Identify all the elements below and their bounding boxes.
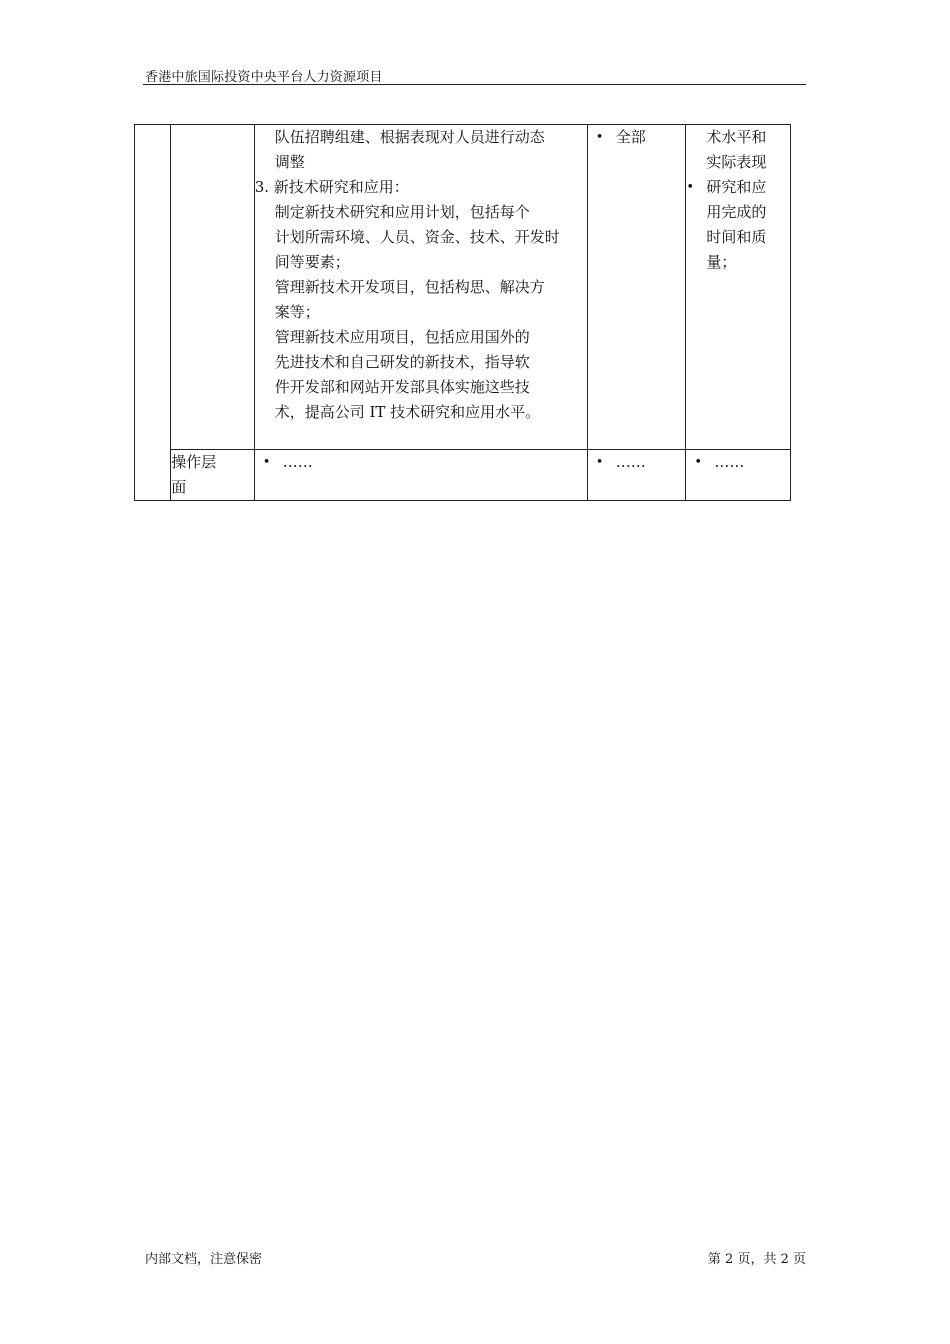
description-line: 队伍招聘组建、根据表现对人员进行动态 (274, 128, 545, 146)
item-heading: 3. 新技术研究和应用： (254, 178, 409, 196)
bullet-icon: • (595, 455, 604, 470)
description-item (255, 450, 587, 475)
criteria-bullet-item (686, 175, 790, 200)
description-cell (254, 125, 587, 450)
bullet-icon: • (262, 455, 271, 470)
criteria-line: 术水平和 (706, 128, 767, 146)
bullet-icon: • (595, 130, 604, 145)
criteria-cell (686, 450, 791, 501)
description-line: 先进技术和自己研发的新技术，指导软 (274, 353, 530, 371)
scope-cell (587, 450, 686, 501)
bullet-icon: • (694, 455, 702, 470)
description-cell (254, 450, 587, 501)
table-row (135, 125, 791, 450)
description-line: 调整 (274, 153, 305, 171)
level-cell (171, 125, 255, 450)
level-cell (171, 450, 255, 501)
description-line: 制定新技术研究和应用计划，包括每个 (274, 203, 530, 221)
description-line: 管理新技术开发项目，包括构思、解决方 (274, 278, 545, 296)
criteria-line: 研究和应 (706, 178, 767, 196)
table-row (135, 450, 791, 501)
criteria-line: 量； (706, 253, 737, 271)
scope-text: …… (615, 453, 646, 471)
scope-item (588, 450, 686, 475)
level-label-line: 面 (171, 478, 187, 496)
description-line: 术，提高公司 IT 技术研究和应用水平。 (274, 403, 541, 421)
category-cell (135, 125, 171, 501)
description-line: 间等要素； (274, 253, 350, 271)
criteria-cell (686, 125, 791, 450)
description-line: 件开发部和网站开发部具体实施这些技 (274, 378, 530, 396)
level-label-line: 操作层 (171, 453, 217, 471)
description-line: 计划所需环境、人员、资金、技术、开发时 (274, 228, 560, 246)
header-rule (143, 84, 806, 85)
responsibility-table (134, 124, 791, 501)
footer-confidential-note: 内部文档，注意保密 (145, 1252, 263, 1267)
scope-cell (587, 125, 686, 450)
criteria-line: 时间和质 (706, 228, 767, 246)
description-line: 案等； (274, 303, 320, 321)
criteria-item (686, 450, 790, 475)
footer-page-number: 第 2 页，共 2 页 (707, 1252, 806, 1267)
description-line: 管理新技术应用项目，包括应用国外的 (274, 328, 530, 346)
scope-text: 全部 (615, 128, 646, 146)
criteria-line: 实际表现 (706, 153, 767, 171)
description-text: …… (282, 453, 313, 471)
document-header-title: 香港中旅国际投资中央平台人力资源项目 (145, 70, 383, 85)
scope-item (588, 125, 686, 150)
criteria-text: …… (714, 453, 745, 471)
criteria-line: 用完成的 (706, 203, 767, 221)
bullet-icon: • (686, 180, 694, 195)
